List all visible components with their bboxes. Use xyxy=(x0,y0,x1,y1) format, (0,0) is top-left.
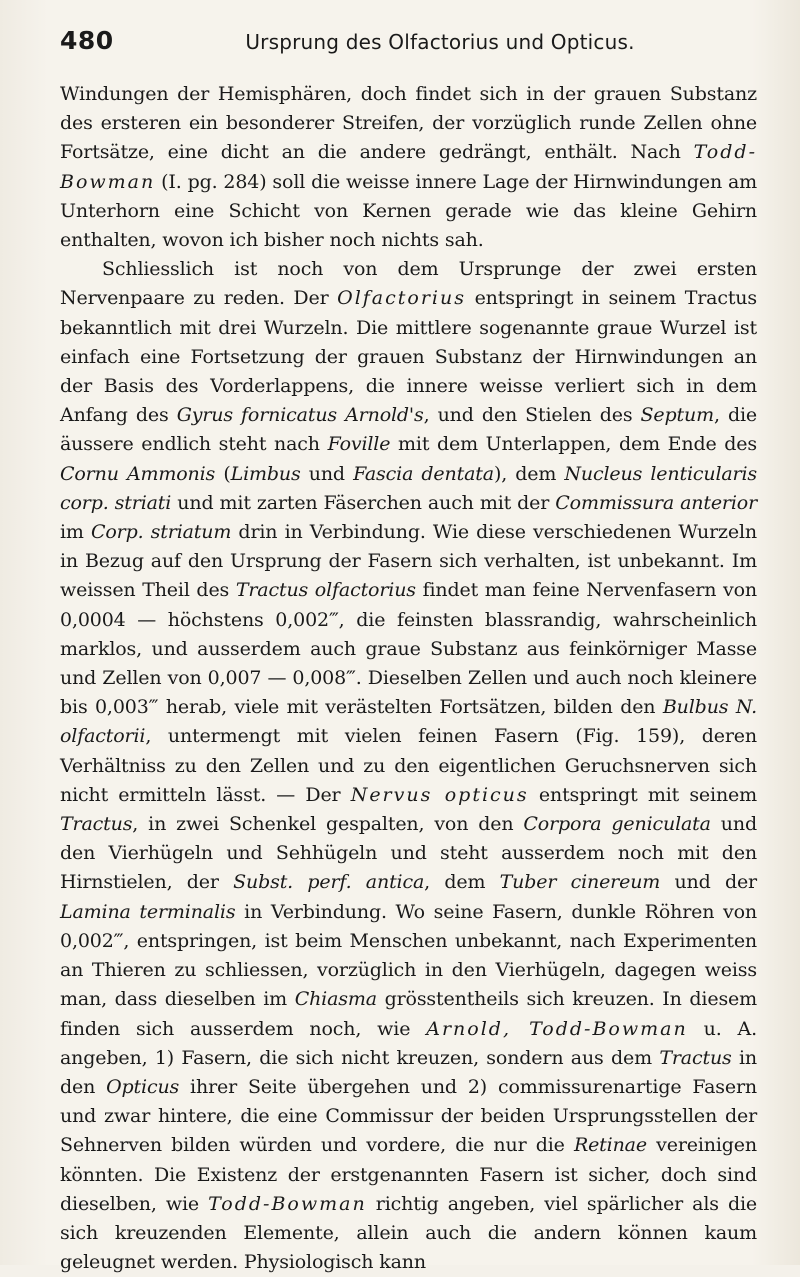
author-name: Todd-Bowman xyxy=(60,141,757,193)
anatomical-term: Tractus xyxy=(60,813,133,836)
anatomical-term: Fascia dentata xyxy=(353,462,494,485)
author-name: Arnold, Todd-Bowman xyxy=(426,1017,688,1040)
anatomical-term: Cornu Ammonis xyxy=(60,462,216,485)
anatomical-term: Bulbus N. olfactorii xyxy=(60,696,757,748)
anatomical-term: Tuber cinereum xyxy=(499,871,661,894)
anatomical-term: Chiasma xyxy=(294,988,377,1011)
author-name: Todd-Bowman xyxy=(208,1192,367,1215)
page-header xyxy=(60,26,760,66)
anatomical-term: Subst. perf. antica xyxy=(233,871,425,894)
page-number: 480 xyxy=(60,26,114,55)
anatomical-term: Nervus opticus xyxy=(350,783,529,806)
anatomical-term: Gyrus fornicatus Arnold's xyxy=(176,404,424,427)
paragraph-2: Schliesslich ist noch von dem Ursprunge der zwei ersten Nervenpaare zu reden. Der Olfactorius entspringt in seinem Tractus bekanntlich mit drei Wurzeln. Die mittlere sogenannte graue Wurzel ist einfach eine Fortsetzung der grauen Substanz der Hirnwindungen an der Basis des Vorderlappens, die innere weisse verliert sich in dem Anfang des Gyrus fornicatus Arnold's, und den Stielen des Septum, die äussere endlich steht nach Foville mit dem Unterlappen, dem Ende des Cornu Ammonis (Limbus und Fascia dentata), dem Nucleus lenticularis corp. striati und mit zarten Fäserchen auch mit der Commissura anterior im Corp. striatum drin in Verbindung. Wie diese verschiedenen Wurzeln in Bezug auf den Ursprung der Fasern sich verhalten, ist unbekannt. Im weissen Theil des Tractus olfactorius findet man feine Nervenfasern von 0,0004 — höchstens 0,002‴, die feinsten blassrandig, wahrscheinlich marklos, und ausserdem auch graue Substanz aus feinkörniger Masse und Zellen von 0,007 — 0,008‴. Dieselben Zellen und auch noch kleinere bis 0,003‴ herab, viele mit verästelten Fortsätzen, bilden den Bulbus N. olfactorii, untermengt mit vielen feinen Fasern (Fig. 159), deren Verhältniss zu den Zellen und zu den eigentlichen Geruchsnerven sich nicht ermitteln lässt. — Der Nervus opticus entspringt mit seinem Tractus, in zwei Schenkel gespalten, von den Corpora geniculata und den Vierhügeln und Sehhügeln und steht ausserdem noch mit den Hirnstielen, der Subst. perf. antica, dem Tuber cinereum und der Lamina terminalis in Verbindung. Wo seine Fasern, dunkle Röhren von 0,002‴, entspringen, ist beim Menschen unbekannt, nach Experimenten an Thieren zu schliessen, vorzüglich in den Vierhügeln, dagegen weiss man, dass dieselben im Chiasma grösstentheils sich kreuzen. In diesem finden sich ausserdem noch, wie Arnold, Todd-Bowman u. A. angeben, 1) Fasern, die sich nicht kreuzen, sondern aus dem Tractus in den Opticus ihrer Seite übergehen und 2) commissurenartige Fasern und zwar hintere, die eine Commissur der beiden Ursprungsstellen der Sehnerven bilden würden und vordere, die nur die Retinae vereinigen könnten. Die Existenz der erstgenannten Fasern ist sicher, doch sind dieselben, wie Todd-Bowman richtig angeben, viel spärlicher als die sich kreuzenden Elemente, allein auch die andern können kaum geleugnet werden. Physiologisch kann xyxy=(60,258,758,1274)
anatomical-term: Olfactorius xyxy=(337,287,466,310)
anatomical-term: Corp. striatum xyxy=(90,521,232,544)
anatomical-term: Corpora geniculata xyxy=(523,813,711,836)
anatomical-term: Septum xyxy=(640,404,714,427)
anatomical-term: Limbus xyxy=(230,462,301,485)
running-head: Ursprung des Olfactorius und Opticus. xyxy=(245,30,635,54)
paragraph-1: Windungen der Hemisphären, doch findet sich in der grauen Substanz des ersteren ein besonderer Streifen, der vorzüglich runde Zellen ohne Fortsätze, eine dicht an die andere gedrängt, enthält. Nach Todd-Bowman (I. pg. 284) soll die weisse innere Lage der Hirnwindungen am Unterhorn eine Schicht von Kernen gerade wie das kleine Gehirn enthalten, wovon ich bisher noch nichts sah. xyxy=(60,83,757,252)
anatomical-term: Lamina terminalis xyxy=(60,900,236,923)
anatomical-term: Tractus olfactorius xyxy=(235,579,416,602)
body-text xyxy=(60,80,757,1277)
anatomical-term: Tractus xyxy=(659,1046,732,1069)
anatomical-term: Commissura anterior xyxy=(555,491,758,514)
anatomical-term: Opticus xyxy=(106,1075,180,1098)
anatomical-term: Retinae xyxy=(573,1134,647,1157)
anatomical-term: Nucleus lenticularis corp. striati xyxy=(60,462,758,514)
author-name: Foville xyxy=(327,433,391,456)
